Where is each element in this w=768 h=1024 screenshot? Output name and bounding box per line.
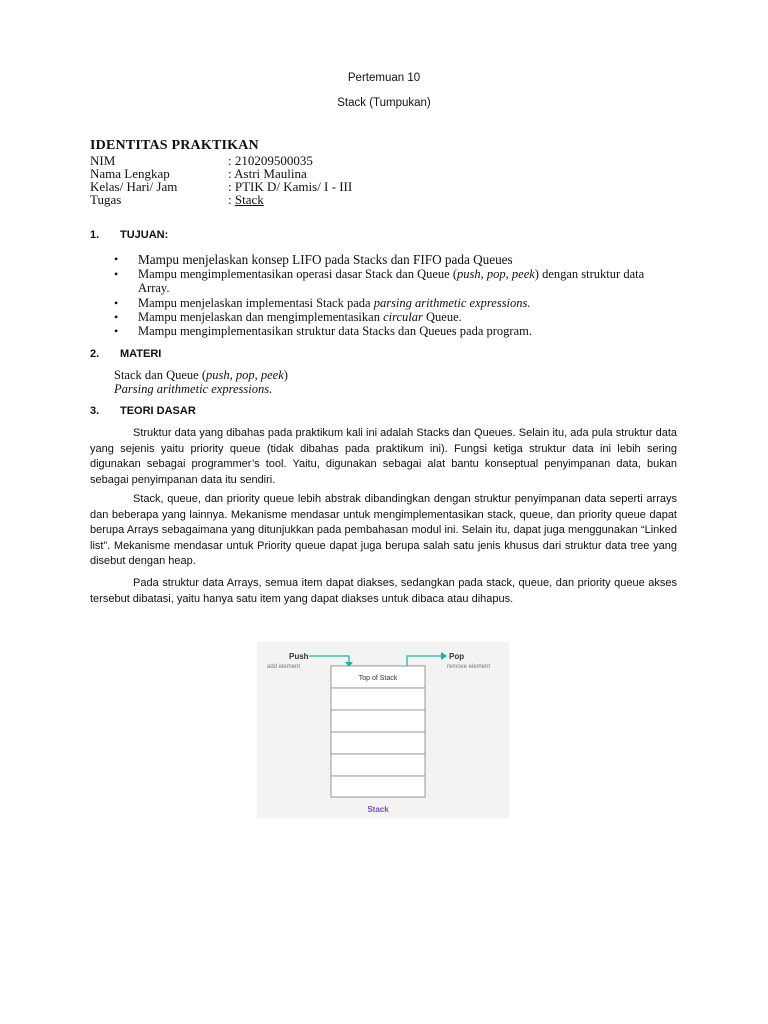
italic-text: push — [205, 368, 230, 382]
text-run: Mampu menjelaskan implementasi Stack pada — [138, 296, 374, 310]
identity-key: Kelas/ Hari/ Jam — [90, 179, 178, 194]
text-run: , — [505, 267, 512, 281]
push-arrow — [309, 656, 349, 664]
text-run: Mampu menjelaskan dan mengimplementasikan — [138, 310, 384, 324]
bullet-text — [138, 252, 513, 267]
stack-slot — [331, 776, 425, 797]
identity-key: Tugas — [90, 192, 122, 207]
bullet-text — [138, 267, 644, 295]
pop-arrow — [407, 656, 443, 666]
list-item: • Mampu mengimplementasikan operasi dasar Stack dan Queue (push, pop, peek) dengan struktur data Array. — [114, 267, 645, 295]
italic-text: peek — [511, 267, 535, 281]
text-run: Mampu mengimplementasikan struktur data Stacks dan Queues pada program. — [138, 324, 532, 338]
section-number: 1. — [90, 229, 100, 241]
task-prefix: : — [228, 192, 235, 207]
stack-slot — [331, 710, 425, 732]
paragraph-text: Struktur data yang dibahas pada praktikum kali ini adalah Stacks dan Queues. Selain itu, ada pula struktur data yang sejenis yaitu priority queue (tidak dibahas pada praktikum ini). Fungsi ketiga struktur data ini lebih sering digunakan sebagai programmer’s tool. Yaitu, digunakan sebagai alat bantu konseptual penyimpanan data, bukan sebagai penyimpanan data itu sendiri. — [90, 427, 677, 486]
section-heading-teori — [90, 405, 196, 417]
stack-slot — [331, 754, 425, 776]
section-number: 2. — [90, 348, 100, 360]
stack-slot — [331, 732, 425, 754]
paragraph-text: Stack, queue, dan priority queue lebih abstrak dibandingkan dengan struktur penyimpanan data seperti arrays dan beberapa yang lainnya. Mekanisme mendasar untuk mengimplementasikan stack, queue, dan priority queue dapat berupa Arrays sebagaimana yang ditunjukkan pada pembahasan modul ini. Selain itu, dapat juga menggunakan “Linked list”. Mekanisme mendasar untuk Priority queue dapat juga berupa salah satu jenis khusus dari struktur data tree yang disebut dengan heap. — [90, 493, 677, 567]
italic-text: circular — [383, 310, 423, 324]
list-item: • Mampu menjelaskan implementasi Stack pada parsing arithmetic expressions. — [114, 296, 531, 310]
text-run: ) — [283, 368, 288, 382]
bullet-text — [138, 310, 462, 324]
meeting-title: Pertemuan 10 — [347, 72, 421, 84]
bullet-text — [138, 296, 531, 310]
list-item: • Mampu menjelaskan konsep LIFO pada Stacks dan FIFO pada Queues — [114, 252, 513, 267]
italic-text: parsing arithmetic expressions. — [373, 296, 531, 310]
text-run: , — [229, 368, 236, 382]
task-link[interactable]: Stack — [234, 192, 264, 207]
materi-line — [114, 368, 288, 382]
stack-slot — [331, 688, 425, 710]
text-run: Mampu menjelaskan konsep LIFO pada Stacks dan FIFO pada Queues — [138, 252, 513, 267]
section-title: TUJUAN: — [120, 229, 169, 241]
materi-line: Parsing arithmetic expressions. — [114, 382, 273, 396]
identity-heading: IDENTITAS PRAKTIKAN — [90, 138, 259, 153]
paragraph — [90, 576, 677, 607]
section-number: 3. — [90, 405, 100, 417]
list-item: • Mampu mengimplementasikan struktur data Stacks dan Queues pada program. — [114, 324, 532, 338]
topic-title: Stack (Tumpukan) — [337, 97, 431, 109]
stack-diagram-svg — [257, 642, 509, 818]
identity-value: : 210209500035 — [228, 153, 313, 168]
text-run: ) dengan struktur data Array. — [138, 267, 645, 295]
push-label: Push — [289, 652, 309, 661]
pop-arrow-head — [441, 652, 447, 660]
italic-text: pop — [235, 368, 255, 382]
section-title: MATERI — [120, 348, 162, 360]
section-heading-materi — [90, 348, 161, 360]
identity-key: NIM — [90, 153, 116, 168]
text-run: Mampu mengimplementasikan operasi dasar Stack dan Queue ( — [138, 267, 458, 281]
identity-value: : Astri Maulina — [228, 166, 307, 181]
paragraph — [90, 492, 677, 570]
text-run: Stack dan Queue ( — [114, 368, 206, 382]
identity-value — [228, 192, 264, 208]
list-item: • Mampu menjelaskan dan mengimplementasikan circular Queue. — [114, 310, 462, 324]
materi-content — [114, 368, 288, 396]
text-run: , — [254, 368, 261, 382]
paragraph-text: Pada struktur data Arrays, semua item dapat diakses, sedangkan pada stack, queue, dan priority queue akses tersebut dibatasi, yaitu hanya satu item yang dapat diakses untuk dibaca atau dihapus. — [90, 577, 677, 605]
pop-sublabel: remove element — [447, 664, 491, 670]
paragraph — [90, 426, 677, 488]
italic-text: pop — [486, 267, 506, 281]
section-heading-tujuan — [90, 229, 168, 241]
italic-text: peek — [260, 368, 284, 382]
tujuan-list — [90, 252, 650, 338]
stack-caption: Stack — [367, 805, 389, 814]
bullet-text — [138, 324, 532, 338]
top-of-stack-label: Top of Stack — [358, 675, 398, 682]
section-title: TEORI DASAR — [120, 405, 196, 417]
text-run: , — [480, 267, 487, 281]
pop-label: Pop — [449, 652, 465, 661]
identity-key: Nama Lengkap — [90, 166, 170, 181]
stack-diagram — [257, 642, 509, 818]
italic-text: push — [457, 267, 481, 281]
identity-value: : PTIK D/ Kamis/ I - III — [228, 179, 353, 194]
text-run: Queue. — [422, 310, 462, 324]
push-sublabel: add element — [267, 664, 301, 670]
